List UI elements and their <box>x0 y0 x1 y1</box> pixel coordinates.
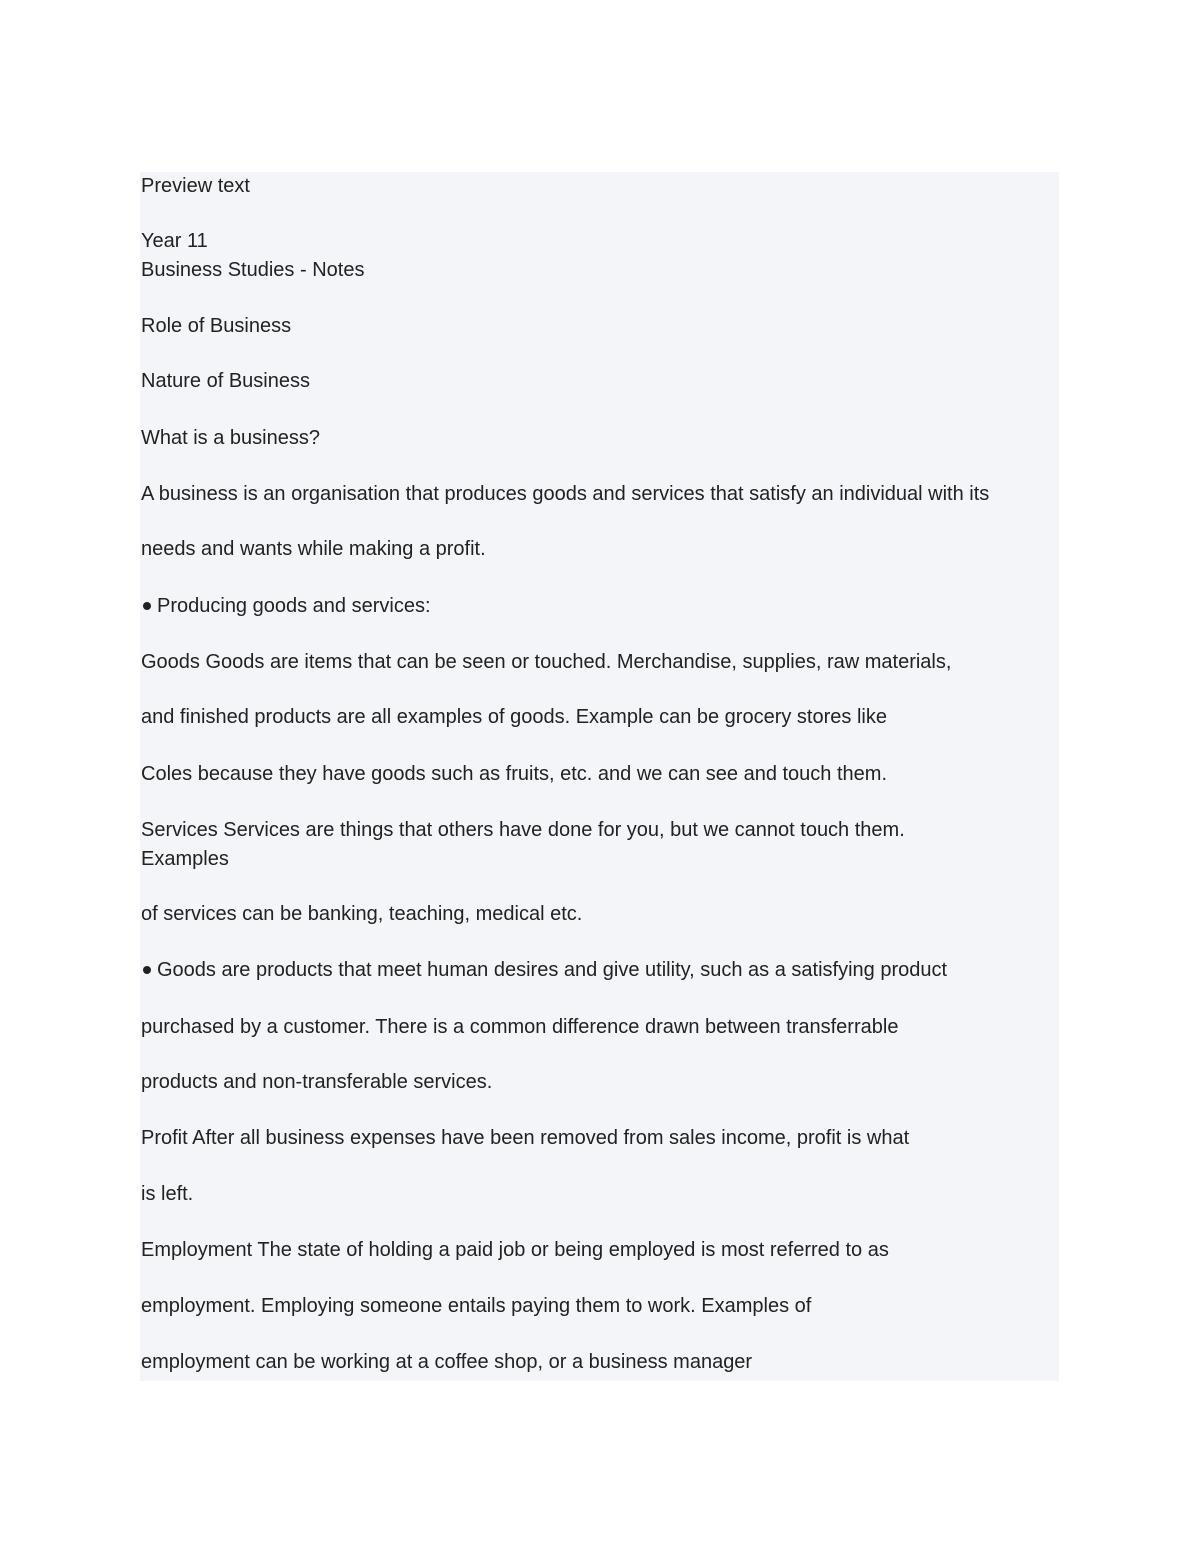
question-what-is-business: What is a business? <box>141 427 320 449</box>
body-line: and finished products are all examples of goods. Example can be grocery stores like <box>141 706 887 728</box>
heading-role-of-business: Role of Business <box>141 315 292 337</box>
bullet-text: Goods are products that meet human desires and give utility, such as a satisfying product <box>157 959 948 981</box>
body-line: employment. Employing someone entails paying them to work. Examples of <box>141 1295 812 1317</box>
body-line: Employment The state of holding a paid job or being employed is most referred to as <box>141 1239 889 1261</box>
preview-label: Preview text <box>141 175 250 197</box>
heading-nature-of-business: Nature of Business <box>141 370 310 392</box>
body-line: Goods Goods are items that can be seen or touched. Merchandise, supplies, raw materials, <box>141 651 952 673</box>
bullet-icon <box>143 602 151 610</box>
bullet-item <box>141 592 431 620</box>
body-line: A business is an organisation that produces goods and services that satisfy an individual with its <box>141 483 990 505</box>
year-label: Year 11 <box>141 230 208 252</box>
body-line: Services Services are things that others have done for you, but we cannot touch them. <box>141 819 905 841</box>
body-line: products and non-transferable services. <box>141 1071 493 1093</box>
body-line: is left. <box>141 1183 194 1205</box>
body-line: purchased by a customer. There is a common difference drawn between transferrable <box>141 1016 899 1038</box>
body-line: of services can be banking, teaching, medical etc. <box>141 903 583 925</box>
bullet-item <box>141 956 947 984</box>
bullet-icon <box>143 966 151 974</box>
body-line: employment can be working at a coffee shop, or a business manager <box>141 1351 753 1373</box>
body-line: Coles because they have goods such as fruits, etc. and we can see and touch them. <box>141 763 888 785</box>
bullet-text: Producing goods and services: <box>157 595 431 617</box>
body-line: Profit After all business expenses have been removed from sales income, profit is what <box>141 1127 910 1149</box>
body-line: needs and wants while making a profit. <box>141 538 486 560</box>
subject-title: Business Studies - Notes <box>141 259 365 281</box>
body-line: Examples <box>141 848 229 870</box>
